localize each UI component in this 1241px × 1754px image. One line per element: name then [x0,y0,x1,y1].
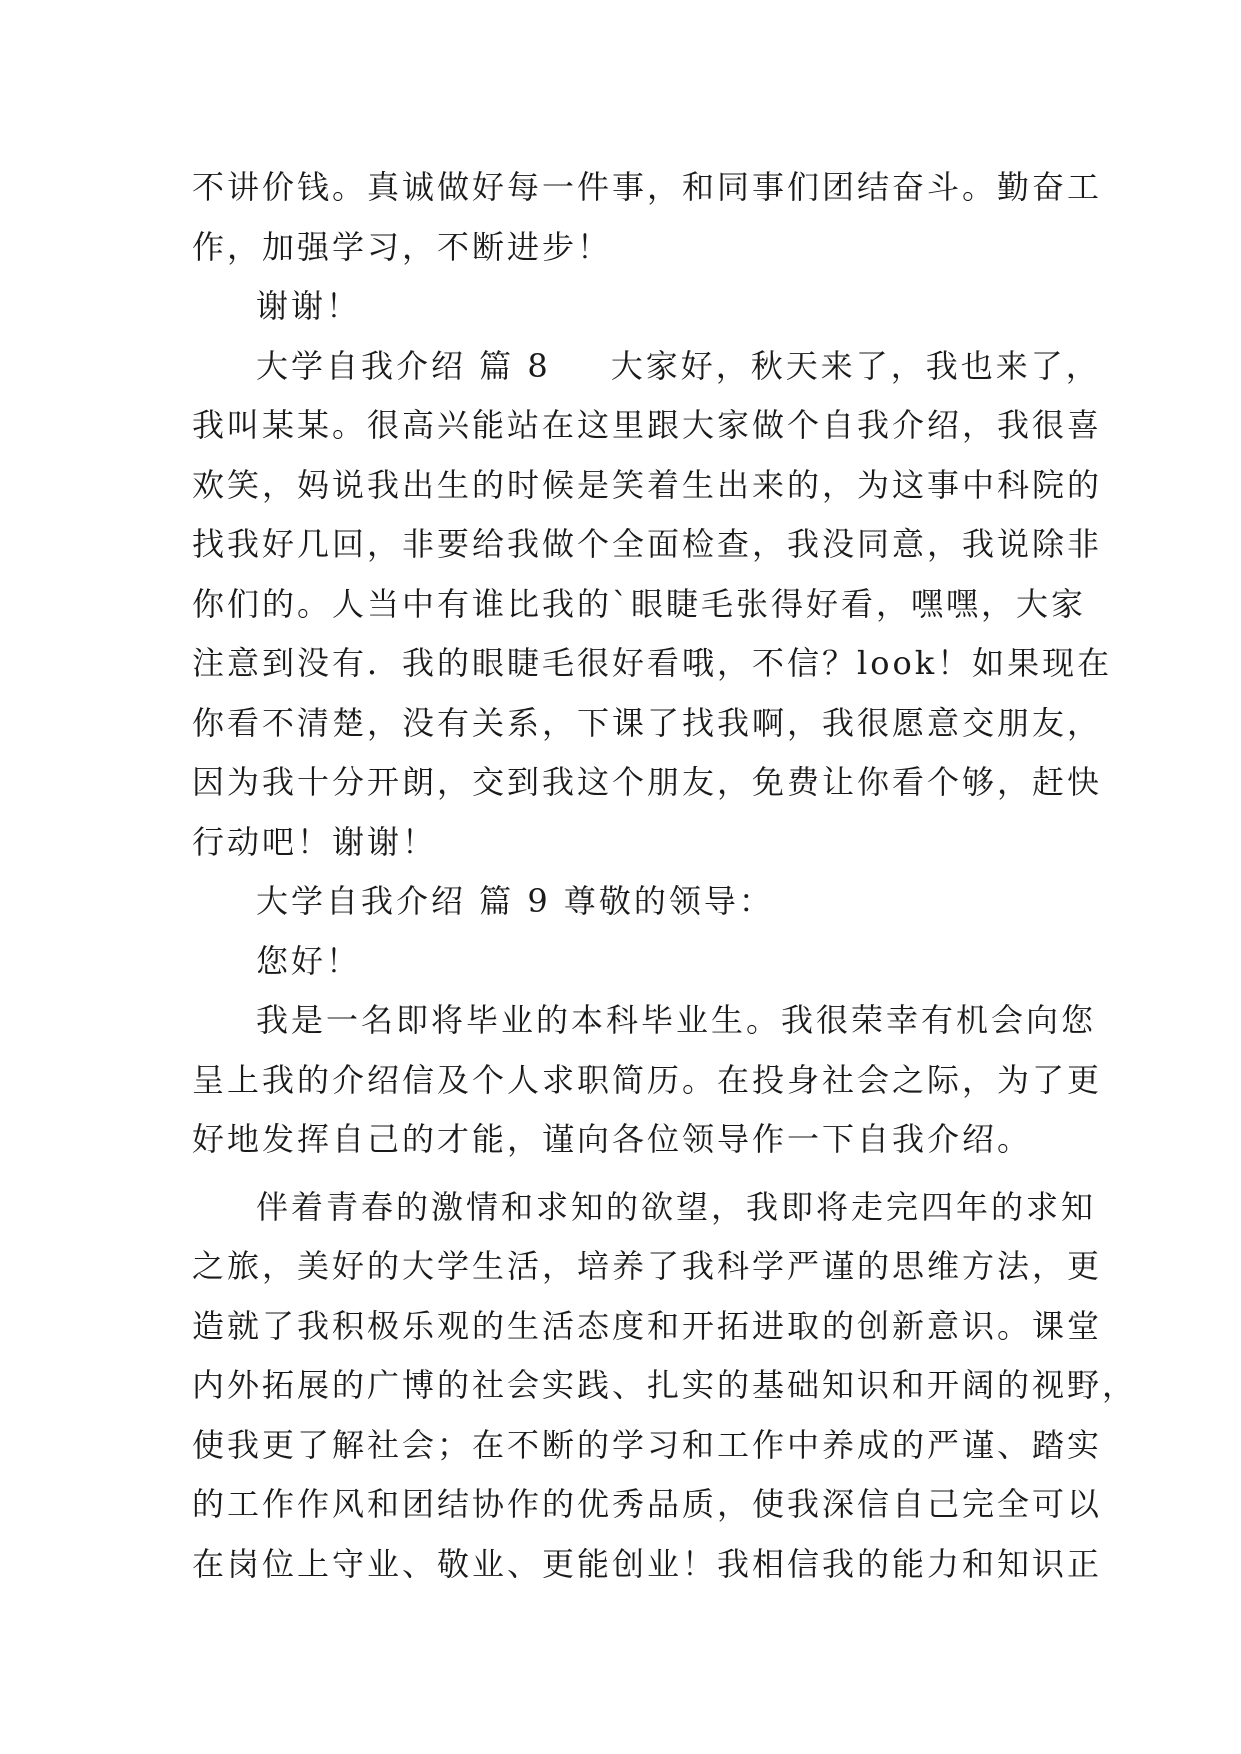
text-line: 造就了我积极乐观的生活态度和开拓进取的创新意识。课堂 [192,1306,1103,1345]
document-body [192,158,1138,1594]
text-line: 我叫某某。很高兴能站在这里跟大家做个自我介绍，我很喜 [192,406,1103,444]
text-line: 不讲价钱。真诚做好每一件事，和同事们团结奋斗。勤奋工 [192,168,1103,206]
text-line: 你们的。人当中有谁比我的`眼睫毛张得好看，嘿嘿，大家 [192,584,1087,623]
text-line: 在岗位上守业、敬业、更能创业！我相信我的能力和知识正 [192,1544,1103,1583]
text-line: 伴着青春的激情和求知的欲望，我即将走完四年的求知 [256,1187,1097,1226]
text-line: 行动吧！谢谢！ [192,822,438,861]
text-line: 谢谢！ [256,287,362,325]
section-heading: 大学自我介绍 篇 8 [256,346,551,385]
text-line: 找我好几回，非要给我做个全面检查，我没同意，我说除非 [192,525,1103,563]
text-line: 大家好，秋天来了，我也来了， [610,346,1101,385]
section-heading-line [192,337,1101,397]
text-line: 呈上我的介绍信及个人求职简历。在投身社会之际，为了更 [192,1060,1103,1099]
text-line: 内外拓展的广博的社会实践、扎实的基础知识和开阔的视野， [192,1366,1138,1404]
text-line: 注意到没有．我的眼睫毛很好看哦，不信？look！如果现在 [192,644,1113,682]
text-line: 你看不清楚，没有关系，下课了找我啊，我很愿意交朋友， [192,703,1103,742]
text-line: 的工作作风和团结协作的优秀品质，使我深信自己完全可以 [192,1485,1103,1523]
text-line: 您好！ [256,941,362,980]
text-line: 之旅，美好的大学生活，培养了我科学严谨的思维方法，更 [192,1247,1103,1285]
text-line: 欢笑，妈说我出生的时候是笑着生出来的，为这事中科院的 [192,465,1103,504]
text-line: 好地发挥自己的才能，谨向各位领导作一下自我介绍。 [192,1120,1033,1158]
text-line: 我是一名即将毕业的本科毕业生。我很荣幸有机会向您 [256,1001,1097,1039]
text-line: 作，加强学习，不断进步！ [192,227,613,266]
text-line: 使我更了解社会；在不断的学习和工作中养成的严谨、踏实 [192,1425,1103,1464]
text-line: 因为我十分开朗，交到我这个朋友，免费让你看个够，赶快 [192,763,1103,801]
section-heading: 大学自我介绍 篇 9 尊敬的领导： [256,882,774,920]
